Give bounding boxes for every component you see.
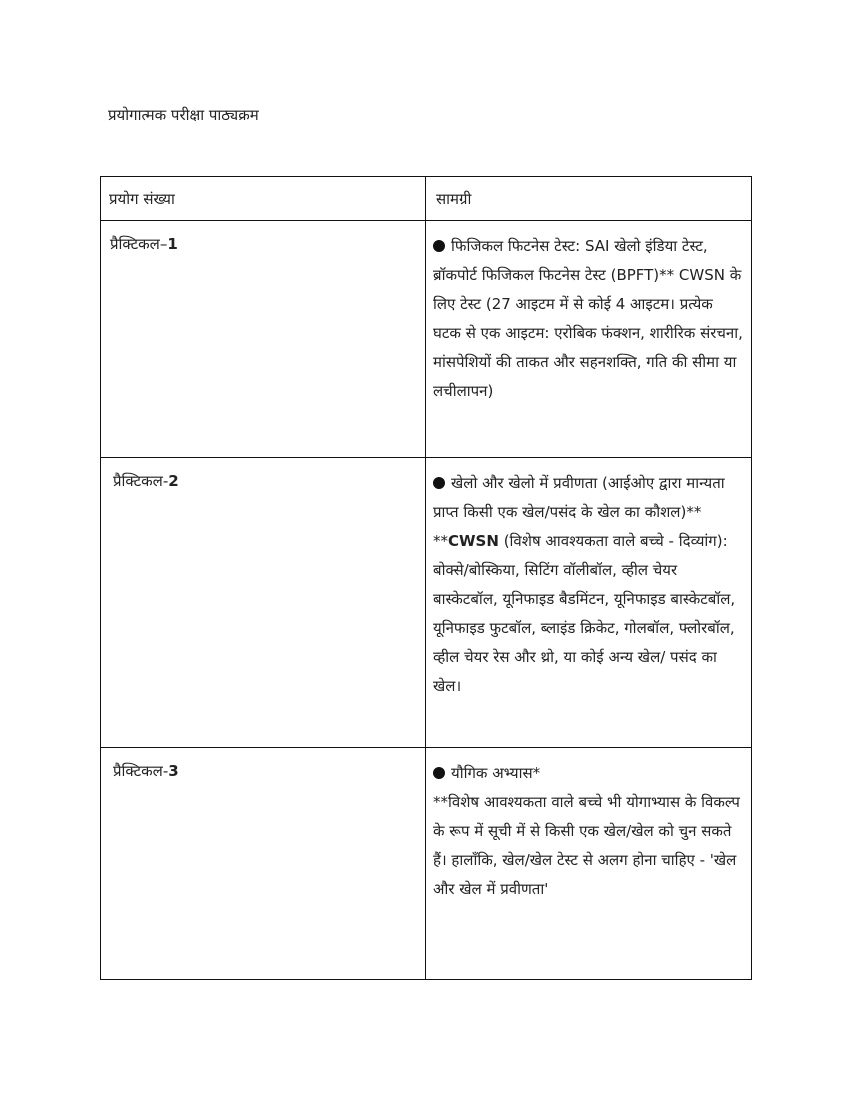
header-experiment-number: प्रयोग संख्या xyxy=(101,177,426,221)
practical-label-cell xyxy=(101,221,426,458)
header-content: सामग्री xyxy=(426,177,752,221)
practical-label: प्रैक्टिकल–1 xyxy=(110,235,178,253)
practical-label-cell xyxy=(101,458,426,748)
practical-content-cell xyxy=(426,748,752,980)
practical-content: फिजिकल फिटनेस टेस्ट: SAI खेलो इंडिया टेस्ट, ब्रॉकपोर्ट फिजिकल फिटनेस टेस्ट (BPFT)** CWSN के लिए टेस्ट (27 आइटम में से कोई 4 आइटम। प्रत्येक घटक से एक आइटम: एरोबिक फंक्शन, शारीरिक संरचना, मांसपेशियों की ताकत और सहनशक्ति, गति की सीमा या लचीलापन) xyxy=(433,237,743,400)
syllabus-table xyxy=(100,176,752,980)
bullet-icon xyxy=(433,767,445,779)
table-header-row xyxy=(101,177,752,221)
table-row xyxy=(101,458,752,748)
practical-note: **विशेष आवश्यकता वाले बच्चे भी योगाभ्यास के विकल्प के रूप में सूची में से किसी एक खेल/खेल को चुन सकते हैं। हालाँकि, खेल/खेल टेस्ट से अलग होना चाहिए - 'खेल और खेल में प्रवीणता' xyxy=(433,793,740,898)
bullet-icon xyxy=(433,477,445,489)
practical-content: खेलो और खेलो में प्रवीणता (आईओए द्वारा मान्यता प्राप्त किसी एक खेल/पसंद के खेल का कौशल)** xyxy=(433,474,725,521)
bullet-icon xyxy=(433,240,445,252)
practical-content-cell xyxy=(426,221,752,458)
table-row xyxy=(101,221,752,458)
page-title: प्रयोगात्मक परीक्षा पाठ्यक्रम xyxy=(108,106,259,124)
practical-label: प्रैक्टिकल-3 xyxy=(113,762,179,780)
practical-label: प्रैक्टिकल-2 xyxy=(113,472,179,490)
practical-label-cell xyxy=(101,748,426,980)
practical-content-cell xyxy=(426,458,752,748)
table-row xyxy=(101,748,752,980)
cwsn-note: **CWSN (विशेष आवश्यकता वाले बच्चे - दिव्यांग): बोक्से/बोस्किया, सिटिंग वॉलीबॉल, व्हील चेयर बास्केटबॉल, यूनिफाइड बैडमिंटन, यूनिफाइड बास्केटबॉल, यूनिफाइड फुटबॉल, ब्लाइंड क्रिकेट, गोलबॉल, फ्लोरबॉल, व्हील चेयर रेस और थ्रो, या कोई अन्य खेल/ पसंद का खेल। xyxy=(433,532,736,695)
practical-content: यौगिक अभ्यास* xyxy=(451,764,541,782)
